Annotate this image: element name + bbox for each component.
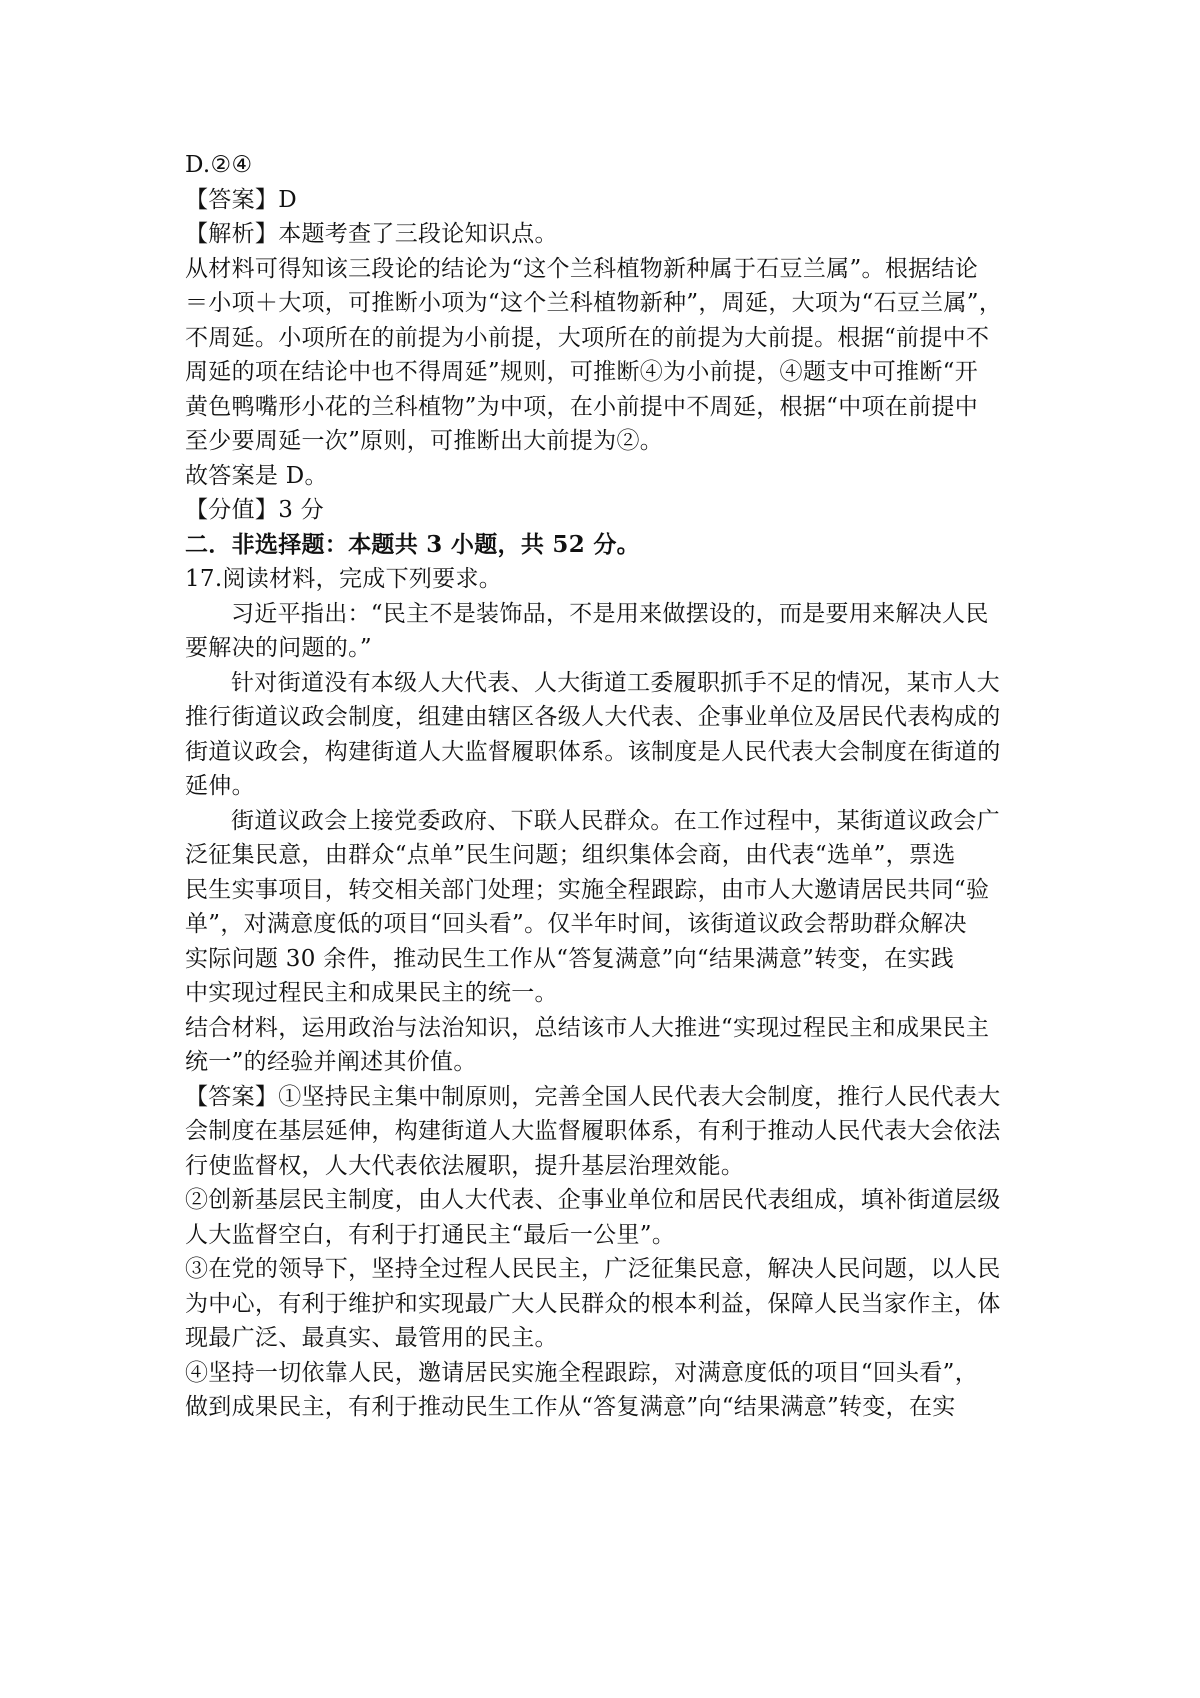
answer-line: 会制度在基层延伸，构建街道人大监督履职体系，有利于推动人民代表大会依法	[185, 1118, 1001, 1144]
material-paragraph-3	[185, 804, 1025, 1011]
answer-point-1	[185, 1080, 1025, 1184]
analysis-line: 黄色鸭嘴形小花的兰科植物”为中项，在小前提中不周延，根据“中项在前提中	[185, 393, 979, 420]
material-line: 针对街道没有本级人大代表、人大街道工委履职抓手不足的情况，某市人大	[231, 669, 1000, 696]
answer-line: 行使监督权，人大代表依法履职，提升基层治理效能。	[185, 1152, 745, 1179]
answer-line: 人大监督空白，有利于打通民主“最后一公里”。	[185, 1221, 676, 1248]
material-line: 习近平指出：“民主不是装饰品，不是用来做摆设的，而是要用来解决人民	[231, 600, 989, 627]
answer-point-3	[185, 1252, 1025, 1356]
answer-label: 【答案】D	[185, 186, 297, 213]
analysis-line: 不周延。小项所在的前提为小前提，大项所在的前提为大前提。根据“前提中不	[185, 324, 990, 351]
analysis-line: ＝小项＋大项，可推断小项为“这个兰科植物新种”，周延，大项为“石豆兰属”，	[185, 290, 1003, 316]
score-label: 【分值】3 分	[185, 497, 325, 523]
material-line: 延伸。	[185, 773, 255, 799]
question-line: 统一”的经验并阐述其价值。	[185, 1049, 477, 1075]
material-line: 街道议政会，构建街道人大监督履职体系。该制度是人民代表大会制度在街道的	[185, 738, 1001, 765]
analysis-line: 至少要周延一次”原则，可推断出大前提为②。	[185, 428, 664, 454]
material-line: 实际问题 30 余件，推动民生工作从“答复满意”向“结果满意”转变，在实践	[185, 945, 955, 972]
analysis-body	[185, 252, 1025, 459]
material-line: 中实现过程民主和成果民主的统一。	[185, 980, 558, 1006]
analysis-line: 周延的项在结论中也不得周延”规则，可推断④为小前提，④题支中可推断“开	[185, 359, 979, 385]
answer-line: 为中心，有利于维护和实现最广大人民群众的根本利益，保障人民当家作主，体	[185, 1290, 1001, 1317]
answer-line: ④坚持一切依靠人民，邀请居民实施全程跟踪，对满意度低的项目“回头看”，	[185, 1359, 979, 1386]
answer-line: 做到成果民主，有利于推动民生工作从“答复满意”向“结果满意”转变，在实	[185, 1394, 956, 1420]
option-d: D.②④	[185, 152, 253, 178]
answer-line: ③在党的领导下，坚持全过程人民民主，广泛征集民意，解决人民问题，以人民	[185, 1256, 1001, 1282]
analysis-heading: 【解析】本题考查了三段论知识点。	[185, 221, 558, 247]
analysis-conclusion: 故答案是 D。	[185, 462, 328, 489]
material-line: 要解决的问题的。”	[185, 635, 372, 661]
material-line: 街道议政会上接党委政府、下联人民群众。在工作过程中，某街道议政会广	[231, 807, 1000, 834]
material-line: 推行街道议政会制度，组建由辖区各级人大代表、企事业单位及居民代表构成的	[185, 704, 1001, 730]
material-line: 泛征集民意，由群众“点单”民生问题；组织集体会商，由代表“选单”，票选	[185, 842, 956, 868]
material-paragraph-2	[185, 666, 1025, 804]
answer-point-4	[185, 1356, 1025, 1425]
answer-point-2	[185, 1183, 1025, 1252]
material-paragraph-1	[185, 597, 1025, 666]
question-line: 结合材料，运用政治与法治知识，总结该市人大推进“实现过程民主和成果民主	[185, 1014, 990, 1041]
answer-line: ②创新基层民主制度，由人大代表、企事业单位和居民代表组成，填补街道层级	[185, 1187, 1001, 1213]
question-prompt	[185, 1011, 1025, 1080]
question-stem: 17.阅读材料，完成下列要求。	[185, 566, 503, 592]
section-heading: 二．非选择题：本题共 3 小题，共 52 分。	[185, 530, 640, 558]
material-line: 民生实事项目，转交相关部门处理；实施全程跟踪，由市人大邀请居民共同“验	[185, 876, 990, 903]
material-line: 单”，对满意度低的项目“回头看”。仅半年时间，该街道议政会帮助群众解决	[185, 911, 967, 937]
analysis-line: 从材料可得知该三段论的结论为“这个兰科植物新种属于石豆兰属”。根据结论	[185, 255, 979, 282]
answer-line: 【答案】①坚持民主集中制原则，完善全国人民代表大会制度，推行人民代表大	[185, 1083, 1001, 1110]
document-page	[185, 148, 1025, 1425]
answer-line: 现最广泛、最真实、最管用的民主。	[185, 1325, 558, 1351]
